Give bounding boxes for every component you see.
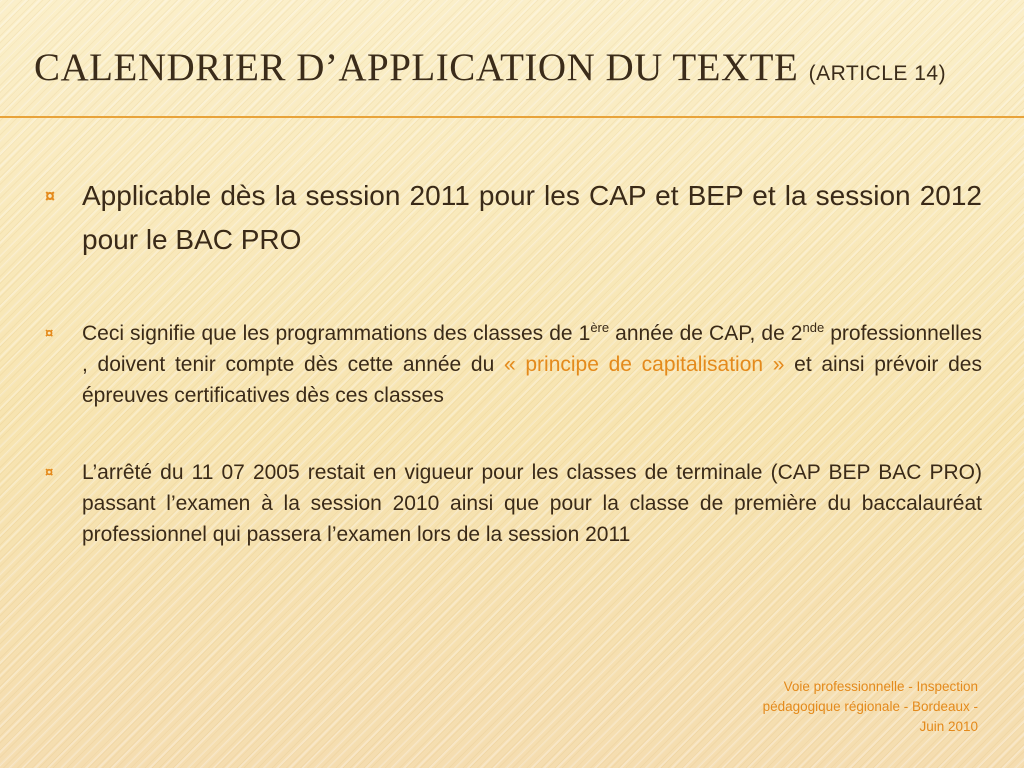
superscript-nde: nde — [802, 320, 825, 335]
slide-footer — [678, 677, 978, 737]
slide-title-article: (ARTICLE 14) — [808, 62, 947, 85]
bullet-item-arrete — [45, 457, 982, 550]
bullet-text: Applicable dès la session 2011 pour les CAP et BEP et la session 2012 pour le BAC PRO — [82, 180, 982, 255]
superscript-ere: ère — [590, 320, 610, 335]
bullet-list — [45, 174, 982, 550]
slide-title-main: CALENDRIER D’APPLICATION DU TEXTE — [34, 46, 799, 89]
bullet-text — [82, 322, 982, 407]
bullet-item-programmations — [45, 318, 982, 411]
bullet-marker-icon: ¤ — [45, 464, 54, 481]
bullet-text-part: professionnelles , doivent tenir compte dès cette année du — [82, 322, 982, 376]
bullet-marker-icon: ¤ — [45, 186, 56, 206]
bullet-text-part: et ainsi prévoir des épreuves certificatives dès ces classes — [82, 353, 982, 407]
footer-line: Juin 2010 — [919, 719, 978, 734]
bullet-item-application — [45, 174, 982, 262]
bullet-marker-icon: ¤ — [45, 325, 54, 342]
title-divider — [0, 116, 1024, 118]
footer-line: pédagogique régionale - Bordeaux - — [762, 699, 978, 714]
slide-title — [34, 44, 994, 98]
bullet-text: L’arrêté du 11 07 2005 restait en vigueur pour les classes de terminale (CAP BEP BAC PRO) passant l’examen à la session 2010 ainsi que pour la classe de première du baccalauréat professionnel qui passera l’examen lors de la session 2011 — [82, 461, 982, 546]
bullet-text-part: année de CAP, de 2 — [609, 322, 803, 345]
footer-line: Voie professionnelle - Inspection — [783, 679, 978, 694]
highlight-principe-capitalisation: « principe de capitalisation » — [503, 353, 785, 376]
bullet-text-part: Ceci signifie que les programmations des classes de 1 — [82, 322, 591, 345]
